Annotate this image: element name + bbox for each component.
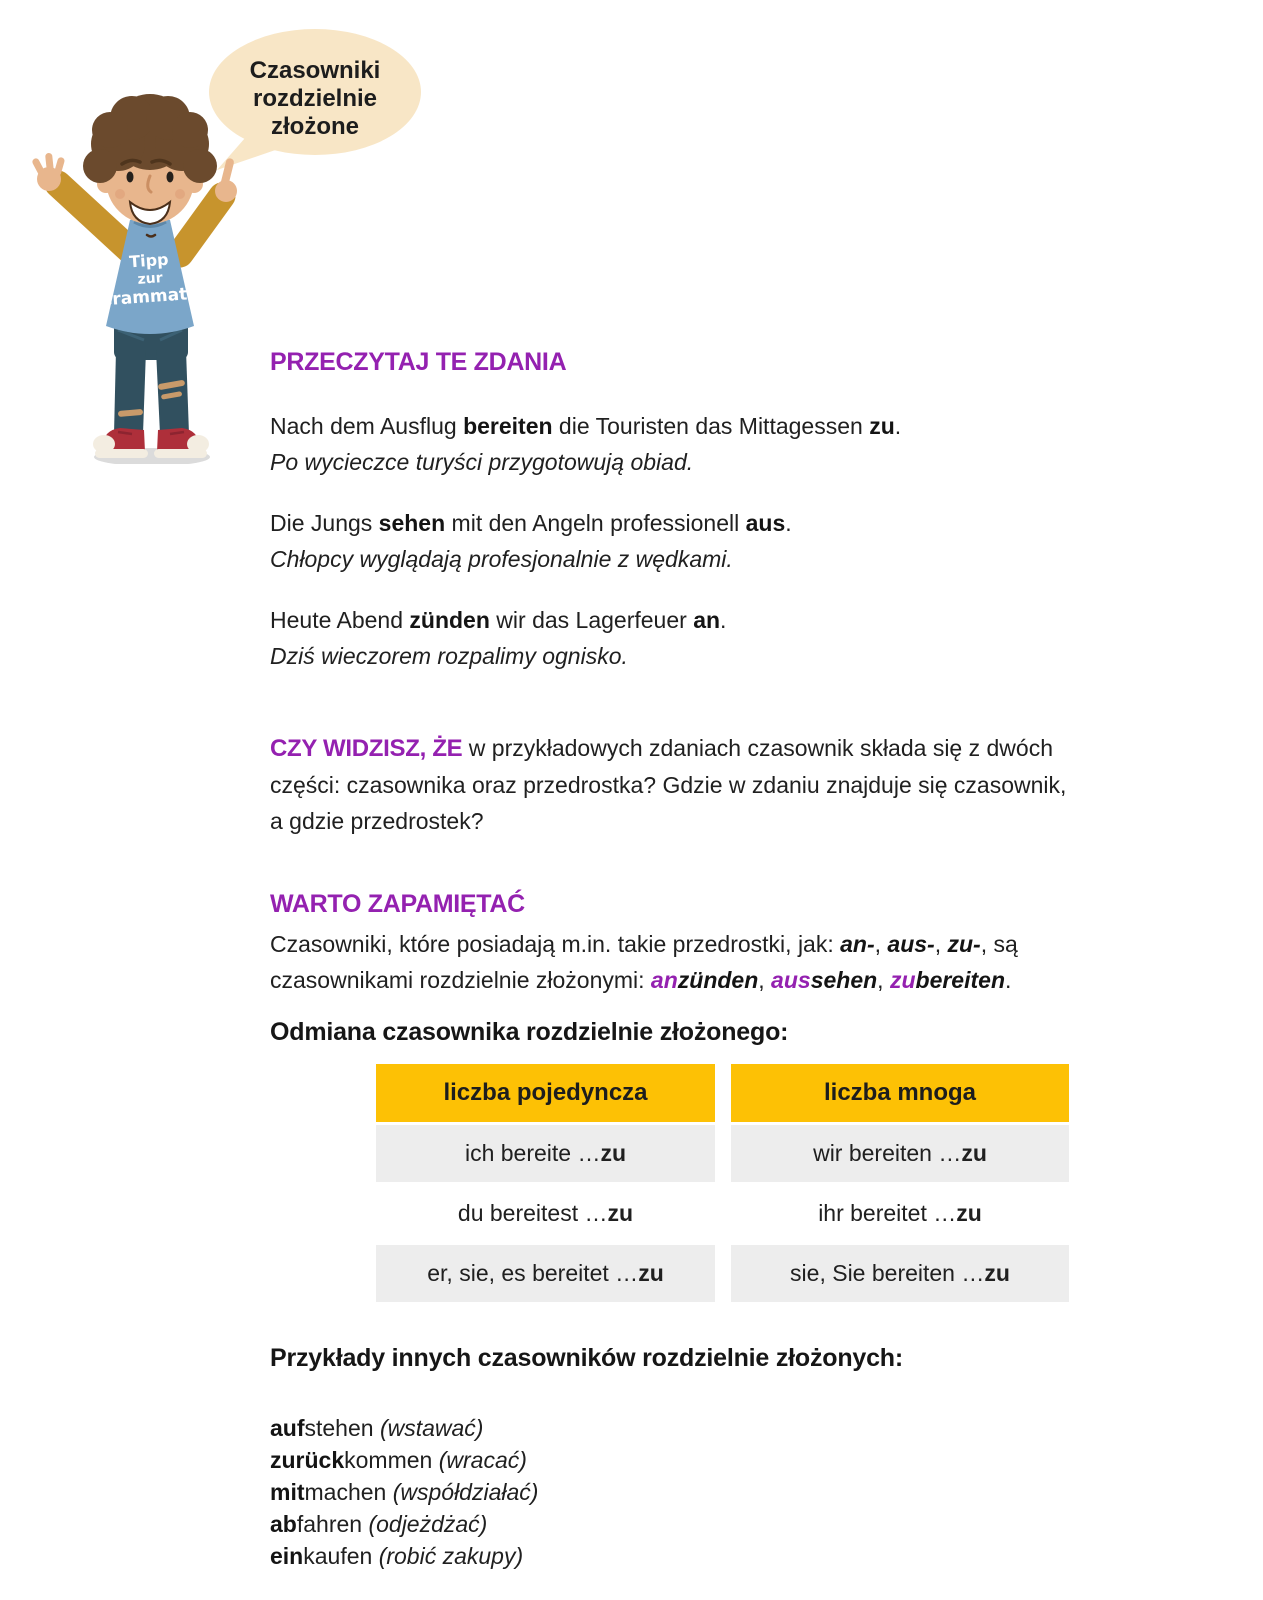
verb-translation: (współdziałać)	[392, 1479, 539, 1505]
prefix-an: an-	[840, 931, 875, 957]
example-sentence-pl-1: Po wycieczce turyści przygotowują obiad.	[270, 449, 694, 475]
conjugation-caption: Odmiana czasownika rozdzielnie złożonego:	[270, 1018, 789, 1046]
table-cell-pl-1	[731, 1125, 1069, 1182]
boy-character-illustration	[22, 72, 270, 464]
sentence-1-prefix: zu	[869, 413, 895, 439]
character-hair	[83, 94, 217, 183]
cell-prefix: zu	[600, 1140, 627, 1166]
table-header-plural: liczba mnoga	[731, 1064, 1069, 1122]
sentence-3-part: Heute Abend	[270, 607, 410, 633]
example-sentence-pl-2: Chłopcy wyglądają profesjonalnie z wędkami.	[270, 546, 733, 572]
speech-bubble-line-1: Czasowniki	[249, 57, 381, 84]
character-jeans	[114, 320, 189, 434]
verb-translation: (robić zakupy)	[378, 1543, 524, 1569]
sentence-1-part: .	[894, 413, 902, 439]
cell-prefix: zu	[961, 1140, 987, 1166]
warto-text: ,	[874, 931, 888, 957]
verb-aussehen-stem: sehen	[810, 967, 878, 993]
verb-zubereiten-stem: bereiten	[915, 967, 1005, 993]
cell-prefix: zu	[956, 1200, 982, 1226]
list-item	[270, 1444, 538, 1476]
verb-stem: kommen	[344, 1447, 439, 1473]
example-sentence-de-1	[270, 408, 901, 444]
prefix-aus: aus-	[887, 931, 935, 957]
verb-prefix: mit	[270, 1479, 305, 1505]
verb-stem: machen	[304, 1479, 393, 1505]
warto-text: ,	[934, 931, 948, 957]
sentence-2-verb: sehen	[378, 510, 446, 536]
czy-widzisz-line-3: a gdzie przedrostek?	[270, 808, 484, 834]
sentence-1-verb: bereiten	[463, 413, 553, 439]
shirt-text-line-2: zur	[137, 270, 164, 288]
sentence-1-part: die Touristen das Mittagessen	[552, 413, 870, 439]
verb-prefix: ein	[270, 1543, 304, 1569]
warto-paragraph	[270, 926, 1018, 998]
cell-prefix: zu	[638, 1260, 664, 1286]
sentence-2-part: mit den Angeln professionell	[445, 510, 746, 536]
czy-widzisz-line-2: części: czasownika oraz przedrostka? Gdzie w zdaniu znajduje się czasownik,	[270, 772, 1067, 798]
warto-line-1	[270, 926, 1018, 962]
table-cell-sg-1	[376, 1125, 715, 1182]
conjugation-table	[376, 1064, 1069, 1302]
verb-stem: kaufen	[303, 1543, 379, 1569]
list-item	[270, 1412, 538, 1444]
verb-anzunden-stem: zünden	[677, 967, 759, 993]
cell-text: er, sie, es bereitet …	[427, 1260, 639, 1286]
sentence-2-part: .	[785, 510, 792, 536]
verb-translation: (odjeżdżać)	[368, 1511, 488, 1537]
cell-text: wir bereiten …	[813, 1140, 962, 1166]
warto-text: .	[1005, 967, 1012, 993]
more-examples-list	[270, 1412, 538, 1572]
verb-prefix: zurück	[270, 1447, 345, 1473]
verb-prefix: auf	[270, 1415, 305, 1441]
cell-text: sie, Sie bereiten …	[790, 1260, 985, 1286]
warto-text: Czasowniki, które posiadają m.in. takie przedrostki, jak:	[270, 931, 841, 957]
czy-widzisz-line-1-rest: w przykładowych zdaniach czasownik składa się z dwóch	[462, 735, 1053, 761]
example-sentence-de-3	[270, 602, 726, 638]
warto-text: ,	[758, 967, 772, 993]
warto-heading: WARTO ZAPAMIĘTAĆ	[270, 890, 525, 918]
czy-widzisz-paragraph	[270, 730, 1066, 839]
sentence-3-part: wir das Lagerfeuer	[489, 607, 694, 633]
example-sentence-de-2	[270, 505, 792, 541]
verb-stem: stehen	[304, 1415, 380, 1441]
sentence-3-verb: zünden	[409, 607, 490, 633]
verb-anzunden-prefix: an	[650, 967, 678, 993]
table-cell-pl-3	[731, 1245, 1069, 1302]
czy-widzisz-line-1	[270, 730, 1066, 767]
sentence-2-prefix: aus	[745, 510, 786, 536]
sentence-3-prefix: an	[693, 607, 721, 633]
sentence-3-part: .	[720, 607, 727, 633]
verb-aussehen-prefix: aus	[771, 967, 811, 993]
warto-text: czasownikami rozdzielnie złożonymi:	[270, 967, 651, 993]
verb-translation: (wracać)	[438, 1447, 527, 1473]
read-section-heading: PRZECZYTAJ TE ZDANIA	[270, 348, 567, 376]
verb-zubereiten-prefix: zu	[889, 967, 916, 993]
cell-text: du bereitest …	[457, 1200, 608, 1226]
table-cell-pl-2	[731, 1185, 1069, 1242]
prefix-zu: zu-	[947, 931, 981, 957]
speech-bubble-line-2: rozdzielnie	[252, 85, 378, 112]
speech-bubble-line-3: złożone	[271, 113, 359, 140]
sentence-2-part: Die Jungs	[270, 510, 379, 536]
list-item	[270, 1540, 538, 1572]
table-cell-sg-2	[376, 1185, 715, 1242]
verb-stem: fahren	[296, 1511, 369, 1537]
cell-prefix: zu	[607, 1200, 634, 1226]
czy-widzisz-lead: CZY WIDZISZ, ŻE	[270, 735, 463, 762]
cell-text: ihr bereitet …	[818, 1200, 957, 1226]
warto-text: , są	[980, 931, 1018, 957]
sentence-1-part: Nach dem Ausflug	[270, 413, 464, 439]
cell-prefix: zu	[984, 1260, 1010, 1286]
warto-line-2	[270, 962, 1018, 998]
list-item	[270, 1476, 538, 1508]
verb-translation: (wstawać)	[379, 1415, 484, 1441]
verb-prefix: ab	[270, 1511, 297, 1537]
warto-text: ,	[877, 967, 890, 993]
more-examples-heading: Przykłady innych czasowników rozdzielnie złożonych:	[270, 1344, 904, 1372]
shirt-text-line-1: Tipp	[128, 249, 170, 272]
list-item	[270, 1508, 538, 1540]
shirt-text-line-3: Grammatik	[97, 283, 205, 311]
table-cell-sg-3	[376, 1245, 715, 1302]
example-sentence-pl-3: Dziś wieczorem rozpalimy ognisko.	[270, 643, 628, 669]
cell-text: ich bereite …	[464, 1140, 601, 1166]
table-header-singular: liczba pojedyncza	[376, 1064, 715, 1122]
